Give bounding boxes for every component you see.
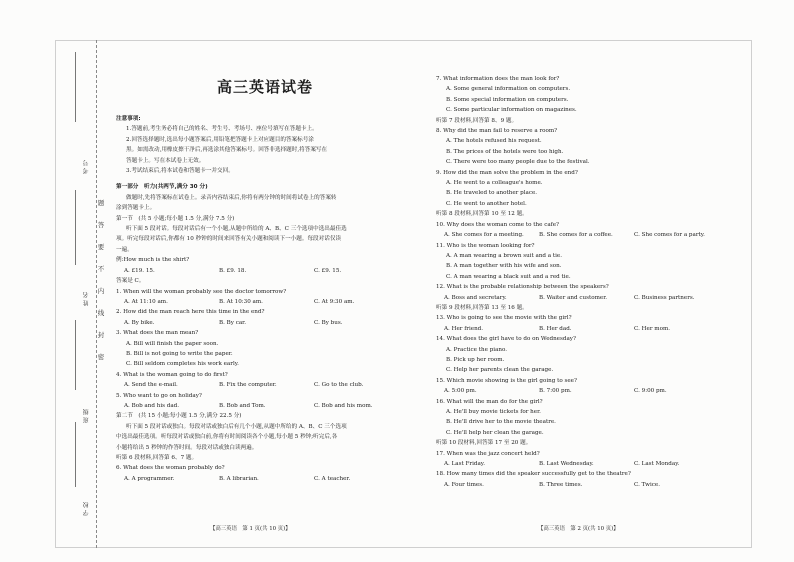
- option: B. He traveled to another place.: [446, 190, 538, 197]
- option: C. Go to the club.: [314, 382, 364, 389]
- option: B. Pick up her room.: [446, 356, 505, 363]
- name-label: 姓名: [83, 290, 90, 306]
- class-line: [75, 320, 76, 390]
- question-options: [116, 474, 420, 484]
- section1-intro: 项。听完每段对话后,你都有 10 秒钟的时间来回答有关小题和阅读下一小题。每段对话仅读: [116, 236, 342, 243]
- option: A. Four times.: [444, 481, 484, 488]
- question-options: [116, 401, 420, 411]
- option: B. Last Wednesday.: [539, 461, 594, 468]
- option: B. Bob and Tom.: [219, 402, 266, 409]
- option: A. Bill will finish the paper soon.: [126, 340, 219, 347]
- option: C. Bill seldom completes his work early.: [126, 361, 239, 368]
- material-note: 听第 10 段材料,回答第 17 至 20 题。: [436, 440, 532, 447]
- question: 10. Why does the woman come to the cafe?: [436, 221, 560, 228]
- page-title: 高三英语试卷: [216, 78, 313, 96]
- question: 13. Who is going to see the movie with the girl?: [436, 315, 572, 322]
- question: 17. When was the jazz concert held?: [436, 450, 540, 457]
- left-column: [116, 114, 420, 484]
- seal-char: 密: [97, 353, 105, 361]
- option: B. By car.: [219, 319, 247, 326]
- option: A. A programmer.: [124, 475, 175, 482]
- material-note: 听第 8 段材料,回答第 10 至 12 题。: [436, 211, 528, 218]
- question: 5. Who want to go on holiday?: [116, 392, 202, 399]
- option: A. The hotels refused his request.: [446, 138, 542, 145]
- notice-line: 1.答题前,考生务必将自己的姓名、考生号、考场号、座位号填写在答题卡上。: [126, 126, 318, 133]
- question: 8. Why did the man fail to reserve a room?: [436, 128, 558, 135]
- seal-char: 题: [97, 199, 105, 207]
- question: 15. Which movie showing is the girl going to see?: [436, 377, 577, 384]
- option: C. At 9:30 am.: [314, 298, 355, 305]
- question-options: [436, 324, 736, 334]
- option: B. Waiter and customer.: [539, 294, 608, 301]
- seal-char: 不: [97, 265, 105, 273]
- class-label: 班级: [83, 407, 90, 423]
- section1-intro: 一遍。: [116, 246, 133, 253]
- notice-line: 2.回答选择题时,选出每小题答案后,用铅笔把答题卡上对应题目的答案标号涂: [126, 136, 314, 143]
- question: 12. What is the probable relationship between the speakers?: [436, 284, 609, 291]
- option: C. Last Monday.: [634, 461, 680, 468]
- question: 3. What does the man mean?: [116, 330, 199, 337]
- question-options: [436, 386, 736, 396]
- section1-heading: 第一节 (共 5 小题;每小题 1.5 分,满分 7.5 分): [116, 215, 235, 222]
- part1-intro: 做题时,先将答案标在试卷上。录音内容结束后,你将有两分钟的时间将试卷上的答案转: [126, 194, 337, 201]
- material-note: 听第 7 段材料,回答第 8、9 题。: [436, 117, 518, 124]
- option: A. He went to a colleague's home.: [446, 180, 543, 187]
- part1-heading: 第一部分 听力(共两节,满分 30 分): [116, 184, 208, 191]
- option: B. She comes for a coffee.: [539, 232, 613, 239]
- option: A. Boss and secretary.: [444, 294, 507, 301]
- option: C. 9:00 pm.: [634, 388, 667, 395]
- section2-intro: 听下面 5 段对话或独白。每段对话或独白后有几个小题,从题中所给的 A、B、C 三个选项: [126, 423, 347, 430]
- option: A. 5:00 pm.: [444, 388, 477, 395]
- seal-char: 内: [97, 287, 105, 295]
- right-column: [436, 74, 736, 490]
- option: C. A teacher.: [314, 475, 351, 482]
- question-options: [436, 230, 736, 240]
- example-answer: 答案是 C。: [116, 278, 145, 285]
- seal-char: 封: [97, 331, 105, 339]
- material-note: 听第 9 段材料,回答第 13 至 16 题。: [436, 304, 528, 311]
- question: 11. Who is the woman looking for?: [436, 242, 535, 249]
- section2-intro: 中选出最佳选项。听每段对话或独白前,你将有时间阅读各个小题,每小题 5 秒钟;听完后,各: [116, 434, 338, 441]
- option: C. Her mom.: [634, 325, 671, 332]
- example-question: 例:How much is the shirt?: [116, 257, 190, 264]
- exam-id-line: [75, 52, 76, 122]
- question: 4. What is the woman going to do first?: [116, 371, 228, 378]
- option: C. Twice.: [634, 481, 660, 488]
- question-options: [436, 293, 736, 303]
- seal-char: 线: [97, 309, 105, 317]
- option: A. By bike.: [124, 319, 155, 326]
- page-footer-left: 【高三英语 第 1 页(共 10 页)】: [210, 526, 291, 532]
- option: A. He'll buy movie tickets for her.: [446, 409, 541, 415]
- option: A. A man wearing a brown suit and a tie.: [446, 252, 563, 259]
- option: B. A man together with his wife and son.: [446, 263, 562, 270]
- material-note: 听第 6 段材料,回答第 6、7 题。: [116, 455, 198, 461]
- question: 1. When will the woman probably see the doctor tomorrow?: [116, 288, 287, 295]
- option: B. Bill is not going to write the paper.: [126, 350, 233, 357]
- option: C. He went to another hotel.: [446, 200, 527, 207]
- option: C. She comes for a party.: [634, 232, 705, 239]
- option: B. At 10:30 am.: [219, 298, 263, 305]
- option: C. There were too many people due to the festival.: [446, 159, 590, 166]
- question-options: [116, 318, 420, 328]
- option: A. Practice the piano.: [446, 346, 508, 353]
- option: A. Bob and his dad.: [124, 402, 180, 409]
- question: 18. How many times did the speaker successfully get to the theatre?: [436, 471, 631, 478]
- option: C. Business partners.: [634, 294, 695, 301]
- option: B. Her dad.: [539, 325, 572, 332]
- section2-heading: 第二节 (共 15 小题;每小题 1.5 分,满分 22.5 分): [116, 413, 242, 420]
- option: A. Her friend.: [444, 325, 484, 332]
- question: 7. What information does the man look for?: [436, 76, 560, 82]
- option: A. £19. 15.: [124, 267, 155, 274]
- option: B. £9. 18.: [219, 267, 247, 274]
- option: B. Some special information on computers.: [446, 96, 569, 103]
- option: C. Bob and his mom.: [314, 402, 373, 409]
- option: C. £9. 15.: [314, 267, 342, 274]
- school-line: [75, 422, 76, 487]
- name-line: [75, 190, 76, 265]
- seal-char: 要: [97, 243, 105, 251]
- option: C. A man wearing a black suit and a red tie.: [446, 273, 571, 280]
- option: C. He'll help her clean the garage.: [446, 429, 544, 436]
- option: C. Some particular information on magazines.: [446, 107, 577, 114]
- notice-line: 黑。如需改动,用橡皮擦干净后,再选涂其他答案标号。回答非选择题时,将答案写在: [126, 147, 328, 154]
- part1-intro: 涂到答题卡上。: [116, 205, 156, 212]
- example-options: [116, 266, 420, 276]
- option: B. He'll drive her to the movie theatre.: [446, 419, 556, 426]
- option: B. Fix the computer.: [219, 382, 277, 389]
- option: B. 7:00 pm.: [539, 388, 572, 395]
- notice-line: 答题卡上。写在本试卷上无效。: [126, 157, 205, 164]
- section1-intro: 听下面 5 段对话。每段对话后有一个小题,从题中所给的 A、B、C 三个选项中选出最佳选: [126, 226, 347, 233]
- question: 9. How did the man solve the problem in the end?: [436, 169, 578, 176]
- question-options: [436, 459, 736, 469]
- option: C. Help her parents clean the garage.: [446, 367, 554, 374]
- option: B. A librarian.: [219, 475, 259, 482]
- notice-line: 3.考试结束后,将本试卷和答题卡一并交回。: [126, 168, 234, 175]
- page-footer-right: 【高三英语 第 2 页(共 10 页)】: [538, 526, 619, 532]
- section2-intro: 小题将给出 5 秒钟的作答时间。每段对话或独白读两遍。: [116, 444, 258, 451]
- option: A. At 11:10 am.: [124, 298, 168, 305]
- question: 2. How did the man reach here this time in the end?: [116, 309, 265, 316]
- option: A. Last Friday.: [444, 461, 485, 468]
- option: B. Three times.: [539, 481, 583, 488]
- notice-heading: 注意事项:: [116, 116, 141, 122]
- question-options: [436, 480, 736, 490]
- question: 16. What will the man do for the girl?: [436, 398, 543, 405]
- question-options: [116, 380, 420, 390]
- seal-char: 答: [97, 221, 105, 229]
- option: A. She comes for a meeting.: [444, 232, 524, 239]
- option: A. Some general information on computers.: [446, 86, 571, 93]
- question-options: [116, 297, 420, 307]
- question: 14. What does the girl have to do on Wednesday?: [436, 336, 576, 343]
- option: C. By bus.: [314, 319, 343, 326]
- exam-id-label: 考号: [83, 158, 90, 174]
- option: A. Send the e-mail.: [124, 382, 178, 389]
- question: 6. What does the woman probably do?: [116, 465, 225, 472]
- option: B. The prices of the hotels were too high.: [446, 148, 564, 155]
- school-label: 学校: [83, 500, 90, 516]
